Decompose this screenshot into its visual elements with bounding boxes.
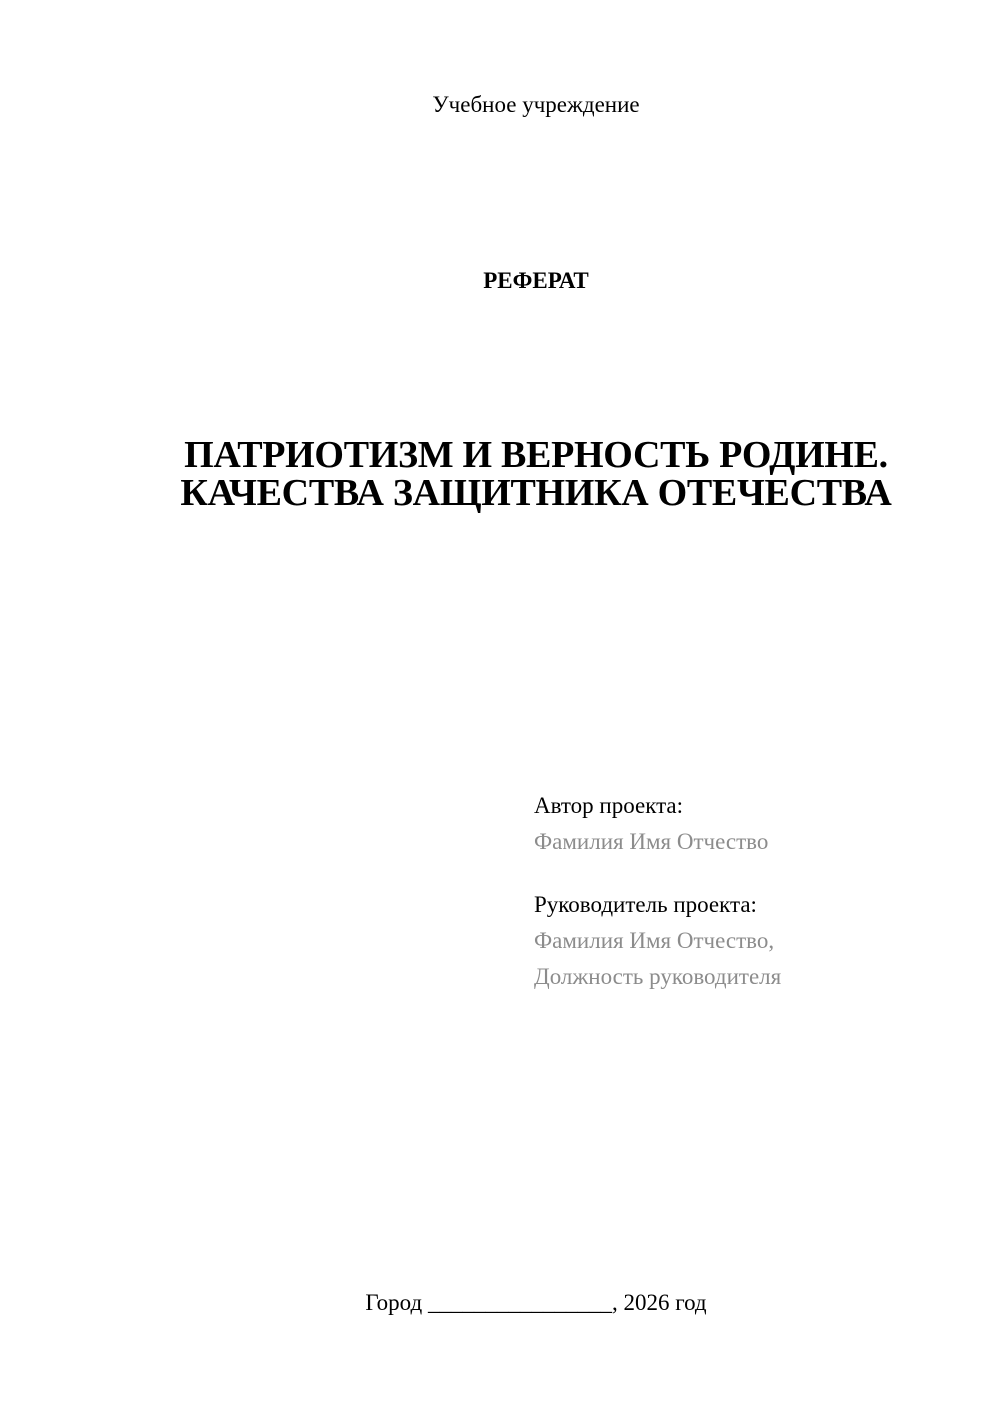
supervisor-name: Фамилия Имя Отчество, <box>534 928 775 953</box>
footer-city-year <box>0 1288 1000 1318</box>
author-label: Автор проекта: <box>534 793 683 818</box>
title-line-2: КАЧЕСТВА ЗАЩИТНИКА ОТЕЧЕСТВА <box>180 472 892 514</box>
city-label: Город <box>365 1290 423 1315</box>
credits-block <box>534 788 781 995</box>
title-line-1: ПАТРИОТИЗМ И ВЕРНОСТЬ РОДИНЕ. <box>184 434 888 476</box>
author-name: Фамилия Имя Отчество <box>534 829 769 854</box>
document-type: РЕФЕРАТ <box>483 268 589 293</box>
supervisor-position: Должность руководителя <box>534 964 782 989</box>
credits-spacer <box>534 860 781 887</box>
document-title <box>0 436 1000 512</box>
city-blank: ________________ <box>427 1290 612 1315</box>
institution-name: Учебное учреждение <box>432 92 640 117</box>
supervisor-label: Руководитель проекта: <box>534 892 757 917</box>
year-text: , 2026 год <box>611 1290 707 1315</box>
